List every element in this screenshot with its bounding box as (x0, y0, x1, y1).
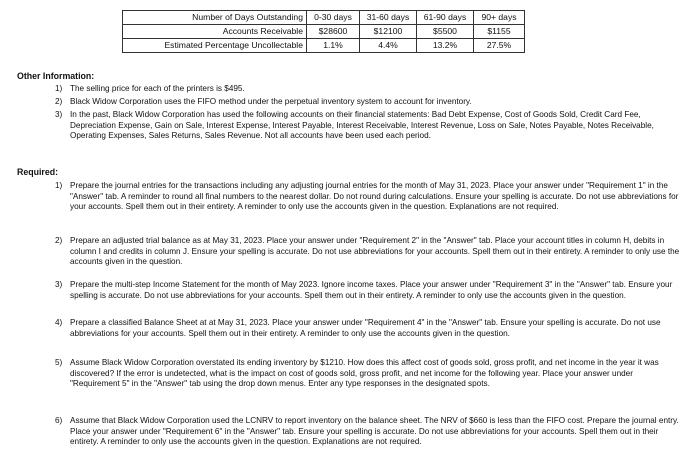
table-cell: 0-30 days (307, 11, 360, 25)
table-row (123, 11, 525, 25)
list-item (55, 236, 683, 268)
item-number: 1) (55, 84, 63, 93)
table-cell: $28600 (307, 25, 360, 39)
list-item (55, 181, 683, 213)
table-row (123, 39, 525, 53)
item-text: In the past, Black Widow Corporation has used the following accounts on their financial statements: Bad Debt Expense, Cost of Goods Sold, Credit Card Fee, Depreciation Expense, Gain on Sale, Interest Expense, Interest Payable, Interest Receivable, Interest Revenue, Loss on Sale, Notes Payable, Notes Receivable, Operating Expenses, Sales Returns, Sales Revenue. Not all accounts have been used each period. (70, 110, 654, 141)
row-label: Number of Days Outstanding (123, 11, 307, 25)
list-item (55, 110, 683, 142)
table-cell: 27.5% (474, 39, 525, 53)
item-text: Assume Black Widow Corporation overstated its ending inventory by $1210. How does this affect cost of goods sold, gross profit, and net income in the year it was discovered? If the error is undetected, what is the impact on cost of goods sold, gross profit, and net income for the following year. Place your answer under "Requirement 5" in the "Answer" tab using the drop down menus. Enter any type responses in the designated spots. (70, 358, 659, 389)
item-text: Prepare the journal entries for the transactions including any adjusting journal entries for the month of May 31, 2023. Place your answer under "Requirement 1" in the "Answer" tab. A reminder to round all final numbers to the nearest dollar. Do not round during calculations. Ensure your spelling is accurate. Do not use abbreviations for your accounts. Spell them out in their entirety. A reminder to only use the accounts given in the question. Explanations are not required. (70, 181, 679, 212)
item-text: The selling price for each of the printers is $495. (70, 84, 245, 93)
item-number: 3) (55, 110, 63, 119)
item-number: 2) (55, 236, 63, 245)
other-information-list (55, 84, 683, 144)
item-text: Assume that Black Widow Corporation used the LCNRV to report inventory on the balance sheet. The NRV of $660 is less than the FIFO cost. Prepare the journal entry. Place your answer under "Requirement 6" in the "Answer" tab. Ensure your spelling is accurate. Do not use abbreviations for your accounts. Spell them out in their entirety. A reminder to only use the accounts given in the question. Explanations are not required. (70, 416, 679, 447)
table-cell: 90+ days (474, 11, 525, 25)
item-text: Black Widow Corporation uses the FIFO method under the perpetual inventory system to account for inventory. (70, 97, 472, 106)
required-heading: Required: (17, 167, 59, 177)
item-number: 3) (55, 280, 63, 289)
item-number: 4) (55, 318, 63, 327)
list-item (55, 280, 683, 301)
row-label: Estimated Percentage Uncollectable (123, 39, 307, 53)
list-item (55, 358, 683, 390)
required-list (55, 181, 683, 471)
list-item (55, 416, 683, 448)
aging-schedule-table (122, 10, 525, 53)
table-cell: 1.1% (307, 39, 360, 53)
table-cell: 13.2% (417, 39, 474, 53)
other-information-heading: Other Information: (17, 71, 95, 81)
list-item (55, 84, 683, 95)
table-cell: $1155 (474, 25, 525, 39)
list-item (55, 318, 683, 339)
item-text: Prepare an adjusted trial balance as at May 31, 2023. Place your answer under "Requirement 2" in the "Answer" tab. Place your account titles in column H, debits in column I and credits in column J. Ensure your spelling is accurate. Do not use abbreviations for your accounts. Spell them out in their entirety. A reminder to only use the accounts given in the question. (70, 236, 680, 267)
table-cell: 4.4% (360, 39, 417, 53)
item-number: 6) (55, 416, 63, 425)
table-cell: $5500 (417, 25, 474, 39)
item-number: 1) (55, 181, 63, 190)
table-cell: 31-60 days (360, 11, 417, 25)
item-number: 5) (55, 358, 63, 367)
table-row (123, 25, 525, 39)
item-text: Prepare the multi-step Income Statement for the month of May 2023. Ignore income taxes. Place your answer under "Requirement 3" in the "Answer" tab. Ensure your spelling is accurate. Do not use abbreviations for your accounts. Spell them out in their entirety. A reminder to only use the accounts given in the question. (70, 280, 673, 300)
table-cell: 61-90 days (417, 11, 474, 25)
list-item (55, 97, 683, 108)
item-number: 2) (55, 97, 63, 106)
table-cell: $12100 (360, 25, 417, 39)
row-label: Accounts Receivable (123, 25, 307, 39)
item-text: Prepare a classified Balance Sheet at at May 31, 2023. Place your answer under "Requirement 4" in the "Answer" tab. Ensure your spelling is accurate. Do not use abbreviations for your accounts. Spell them out in their entirety. A reminder to only use the accounts given in the question. (70, 318, 661, 338)
